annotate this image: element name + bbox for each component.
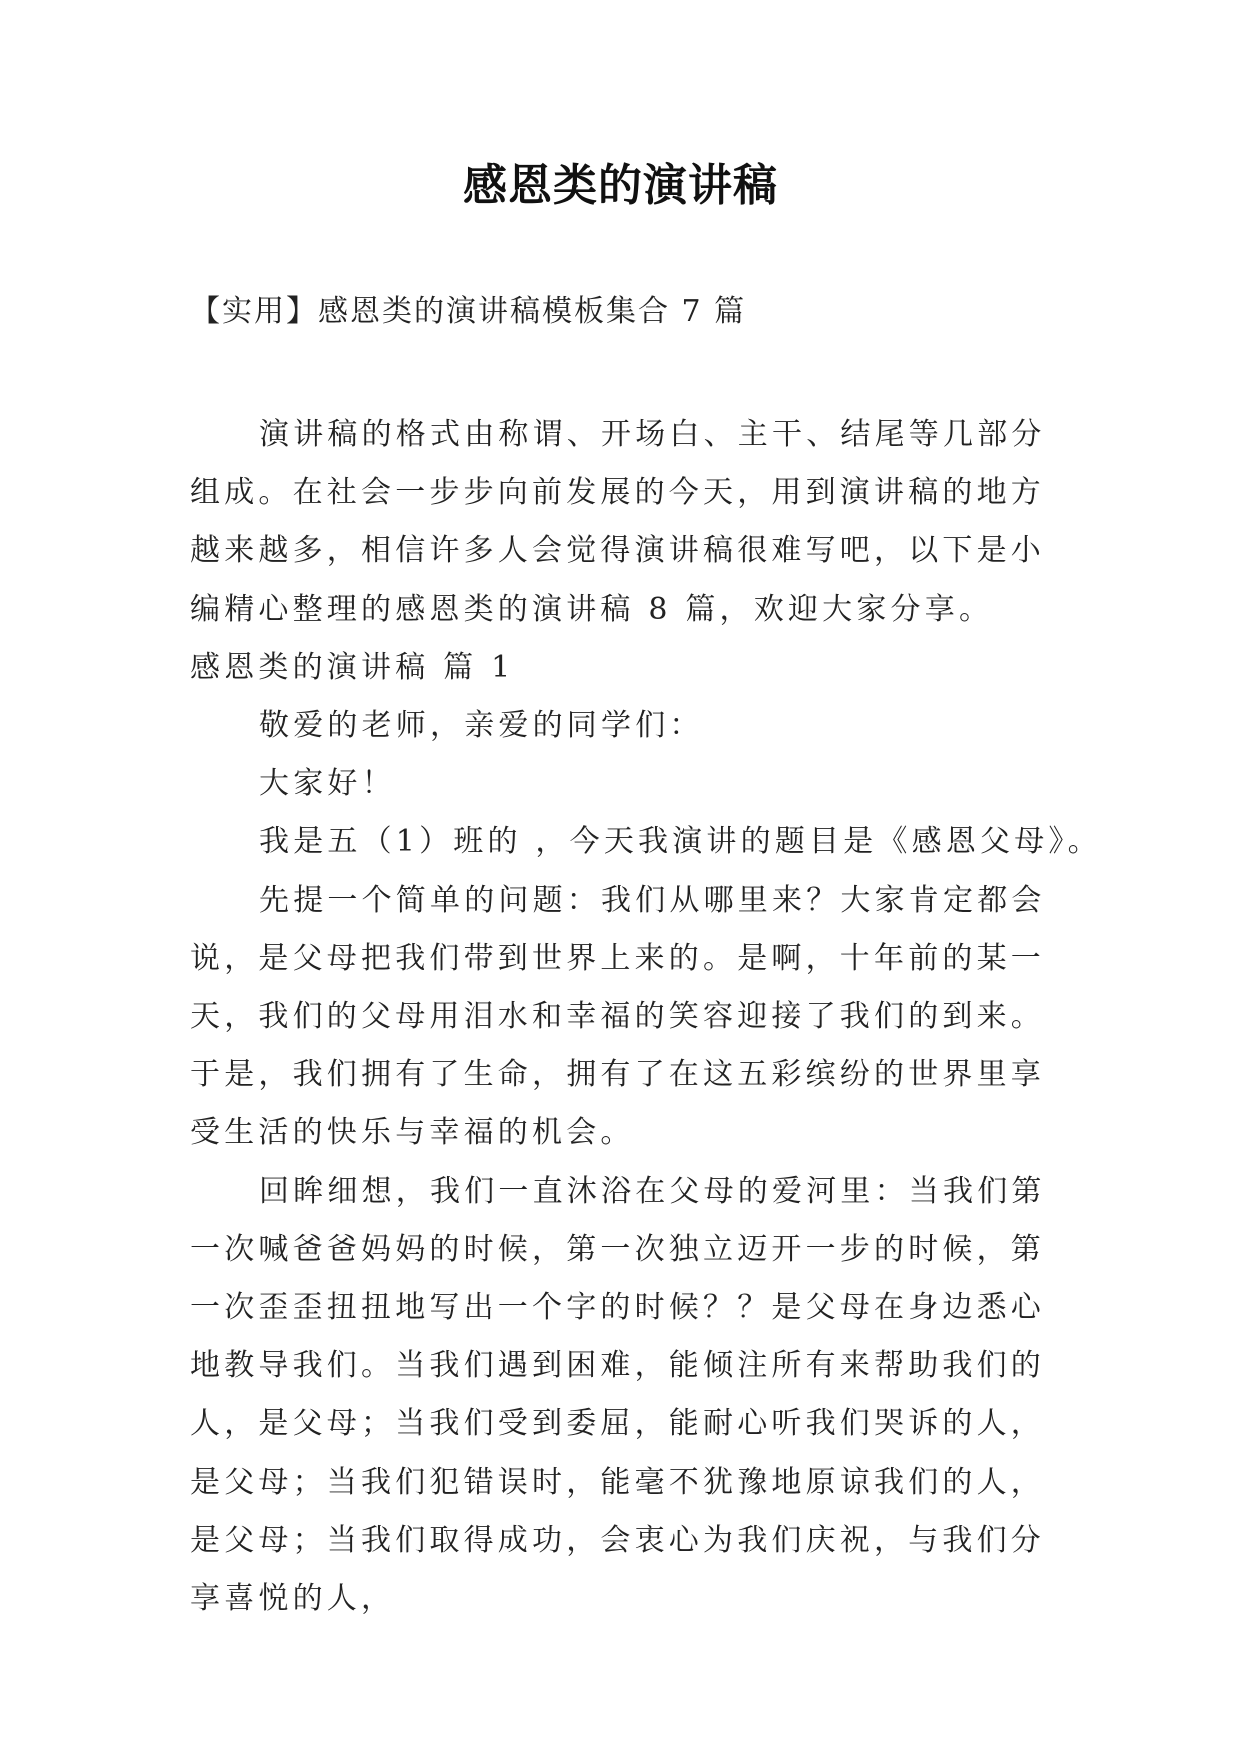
- body-paragraph: 先提一个简单的问题：我们从哪里来？大家肯定都会说，是父母把我们带到世界上来的。是啊，十年前的某一天，我们的父母用泪水和幸福的笑容迎接了我们的到来。于是，我们拥有了生命，拥有了在这五彩缤纷的世界里享受生活的快乐与幸福的机会。: [190, 882, 1046, 1151]
- section-heading: 感恩类的演讲稿 篇 1: [190, 649, 515, 685]
- body-paragraph: 回眸细想，我们一直沐浴在父母的爱河里：当我们第一次喊爸爸妈妈的时候，第一次独立迈开一步的时候，第一次歪歪扭扭地写出一个字的时候？？是父母在身边悉心地教导我们。当我们遇到困难，能倾注所有来帮助我们的人，是父母；当我们受到委屈，能耐心听我们哭诉的人，是父母；当我们犯错误时，能毫不犹豫地原谅我们的人，是父母；当我们取得成功，会衷心为我们庆祝，与我们分享喜悦的人，: [190, 1173, 1046, 1617]
- document-body: [190, 406, 1102, 1628]
- greeting-paragraph: 大家好！: [259, 766, 396, 802]
- speech-topic-paragraph: 我是五（1）班的 ，今天我演讲的题目是《感恩父母》。: [259, 824, 1102, 860]
- salutation-paragraph: 敬爱的老师，亲爱的同学们：: [259, 708, 704, 744]
- intro-paragraph: 演讲稿的格式由称谓、开场白、主干、结尾等几部分组成。在社会一步步向前发展的今天，用到演讲稿的地方越来越多，相信许多人会觉得演讲稿很难写吧，以下是小编精心整理的感恩类的演讲稿 8 篇，欢迎大家分享。: [190, 417, 1046, 627]
- document-subtitle: 【实用】感恩类的演讲稿模板集合 7 篇: [190, 294, 747, 329]
- page-title: 感恩类的演讲稿: [463, 160, 778, 211]
